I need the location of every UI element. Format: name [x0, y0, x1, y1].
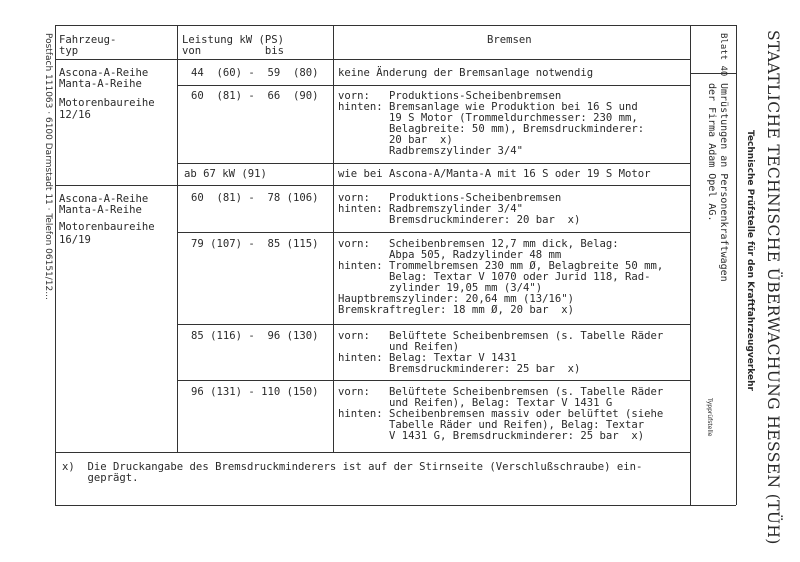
group2-row4-power: 96 (131) - 110 (150) — [191, 386, 319, 398]
group1-row1-brakes: keine Änderung der Bremsanlage notwendig — [338, 67, 594, 79]
group1-engine-series: Motorenbaureihe 12/16 — [59, 97, 155, 121]
group2-row2-divider — [177, 324, 690, 325]
group1-vehicle-type: Ascona-A-Reihe Manta-A-Reihe — [59, 67, 149, 90]
group2-row3-divider — [177, 380, 690, 381]
group2-row4-brakes: vorn: Belüftete Scheibenbremsen (s. Tabelle Räder und Reifen), Belag: Textar V 1431 G hinten: Scheibenbremsen massiv oder belüftet (siehe Tabelle Räder und Reifen), Belag: Textar V 1431 G, Bremsdruckminderer: 25 bar x) — [338, 386, 664, 442]
table-left-border — [55, 25, 56, 505]
group1-row1-divider — [177, 85, 690, 86]
margin-sheet-divider — [690, 73, 736, 74]
group2-row1-brakes: vorn: Produktions-Scheibenbremsen hinten: Radbremszylinder 3/4" Bremsdruckminderer: 20 bar x) — [338, 192, 581, 226]
table-top-border — [55, 25, 690, 26]
header-vehicle-type: Fahrzeug- typ — [59, 34, 117, 57]
group1-row1-power: 44 (60) - 59 (80) — [191, 67, 319, 79]
margin-bottom-border — [690, 505, 736, 506]
stamp-label: Typprüfstelle — [706, 398, 713, 437]
group2-row1-power: 60 (81) - 78 (106) — [191, 192, 319, 204]
table-right-border — [690, 25, 691, 505]
group2-row2-brakes: vorn: Scheibenbremsen 12,7 mm dick, Belag: Abpa 505, Radzylinder 48 mm hinten: Trommelbremsen 230 mm Ø, Belagbreite 50 mm, Belag: Textar V 1070 oder Jurid 118, Rad- zylinder 19,05 mm (3/4") Hauptbremszylinder: 20,64 mm (13/16") Bremskraftregler: 18 mm Ø, 20 bar x) — [338, 238, 664, 316]
organization-title: STAATLICHE TECHNISCHE ÜBERWACHUNG HESSEN (TÜH) — [764, 30, 782, 545]
group2-vehicle-type: Ascona-A-Reihe Manta-A-Reihe — [59, 193, 149, 216]
group2-row1-divider — [177, 232, 690, 233]
group2-row3-power: 85 (116) - 96 (130) — [191, 330, 319, 342]
group1-row3-power: ab 67 kW (91) — [184, 168, 267, 180]
group1-row2-power: 60 (81) - 66 (90) — [191, 90, 319, 102]
margin-top-border — [690, 25, 736, 26]
power-column-divider — [333, 25, 334, 452]
sheet-number: Blatt 40 — [718, 33, 728, 77]
group1-row3-brakes: wie bei Ascona-A/Manta-A mit 16 S oder 19 S Motor — [338, 168, 651, 180]
footnote-bottom-border — [55, 505, 690, 506]
header-brakes: Bremsen — [487, 34, 532, 46]
group1-row2-brakes: vorn: Produktions-Scheibenbremsen hinten: Bremsanlage wie Produktion bei 16 S und 19 S Motor (Trommeldurchmesser: 230 mm, Belagbreite: 50 mm), Bremsdruckminderer: 20 bar x) Radbremszylinder 3/4" — [338, 90, 645, 157]
organization-subtitle: Technische Prüfstelle für den Kraftfahrzeugverkehr — [745, 130, 755, 391]
header-divider — [55, 59, 690, 60]
group2-row2-power: 79 (107) - 85 (115) — [191, 238, 319, 250]
address-line: Postfach 111063 · 6100 Darmstadt 11 · Telefon 06151/12... — [43, 33, 53, 300]
margin-divider-1 — [736, 25, 737, 505]
header-power: Leistung kW (PS) von bis — [182, 34, 285, 57]
type-column-divider — [177, 25, 178, 452]
table-bottom-border — [55, 452, 690, 453]
subject-text: Umrüstungen an Personenkraftwagen der Firma Adam Opel AG. — [706, 83, 729, 282]
footnote: x) Die Druckangabe des Bremsdruckminderers ist auf der Stirnseite (Verschlußschraube) ein- geprägt. — [62, 461, 643, 484]
group2-row3-brakes: vorn: Belüftete Scheibenbremsen (s. Tabelle Räder und Reifen) hinten: Belag: Textar V 1431 Bremsdruckminderer: 25 bar x) — [338, 330, 664, 375]
group2-engine-series: Motorenbaureihe 16/19 — [59, 221, 155, 246]
group1-row2-divider — [177, 163, 690, 164]
group-divider — [55, 185, 690, 186]
